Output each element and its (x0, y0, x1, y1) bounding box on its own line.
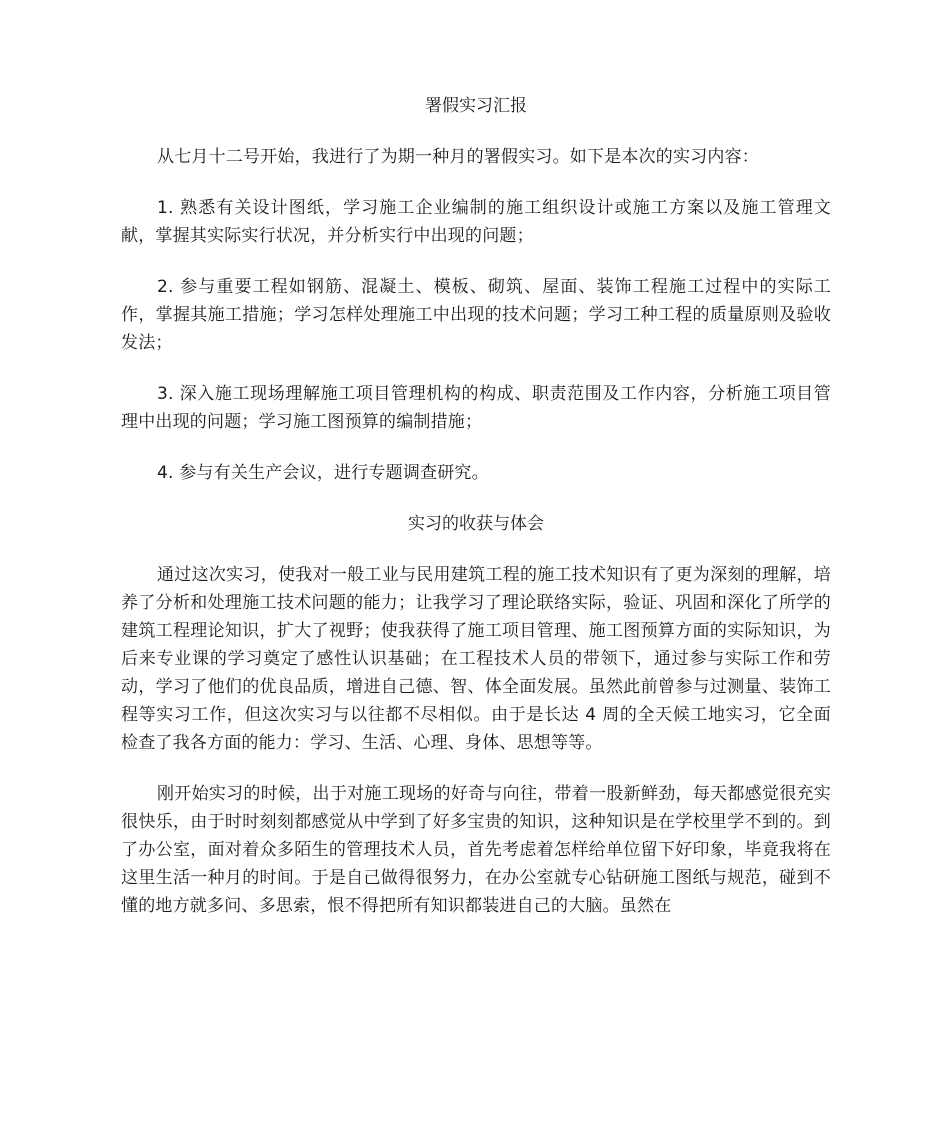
body-paragraph: 通过这次实习，使我对一般工业与民用建筑工程的施工技术知识有了更为深刻的理解，培养了分析和处理施工技术问题的能力；让我学习了理论联络实际，验证、巩固和深化了所学的建筑工程理论知识，扩大了视野；使我获得了施工项目管理、施工图预算方面的实际知识，为后来专业课的学习奠定了感性认识基础；在工程技术人员的带领下，通过参与实际工作和劳动，学习了他们的优良品质，增进自己德、智、体全面发展。虽然此前曾参与过测量、装饰工程等实习工作，但这次实习与以往都不尽相似。由于是长达 4 周的全天候工地实习，它全面检查了我各方面的能力：学习、生活、心理、身体、思想等等。 (121, 565, 831, 753)
document-title: 署假实习汇报 (425, 96, 527, 116)
section-title: 实习的收获与体会 (408, 514, 544, 534)
intro-paragraph: 从七月十二号开始，我进行了为期一种月的署假实习。如下是本次的实习内容： (157, 147, 759, 167)
list-item: 4. 参与有关生产会议，进行专题调查研究。 (157, 463, 489, 483)
list-item: 2. 参与重要工程如钢筋、混凝土、模板、砌筑、屋面、装饰工程施工过程中的实际工作，掌握其施工措施；学习怎样处理施工中出现的技术问题；学习工种工程的质量原则及验收发法； (121, 277, 831, 353)
document-page (121, 92, 831, 943)
list-item: 1. 熟悉有关设计图纸，学习施工企业编制的施工组织设计或施工方案以及施工管理文献，掌握其实际实行状况，并分析实行中出现的问题； (121, 198, 831, 246)
body-paragraph: 刚开始实习的时候，出于对施工现场的好奇与向往，带着一股新鲜劲，每天都感觉很充实很快乐，由于时时刻刻都感觉从中学到了好多宝贵的知识，这种知识是在学校里学不到的。到了办公室，面对着众多陌生的管理技术人员，首先考虑着怎样给单位留下好印象，毕竟我将在这里生活一种月的时间。于是自己做得很努力，在办公室就专心钻研施工图纸与规范，碰到不懂的地方就多问、多思索，恨不得把所有知识都装进自己的大脑。虽然在 (121, 784, 831, 916)
list-item: 3. 深入施工现场理解施工项目管理机构的构成、职责范围及工作内容，分析施工项目管理中出现的问题；学习施工图预算的编制措施； (121, 384, 831, 432)
